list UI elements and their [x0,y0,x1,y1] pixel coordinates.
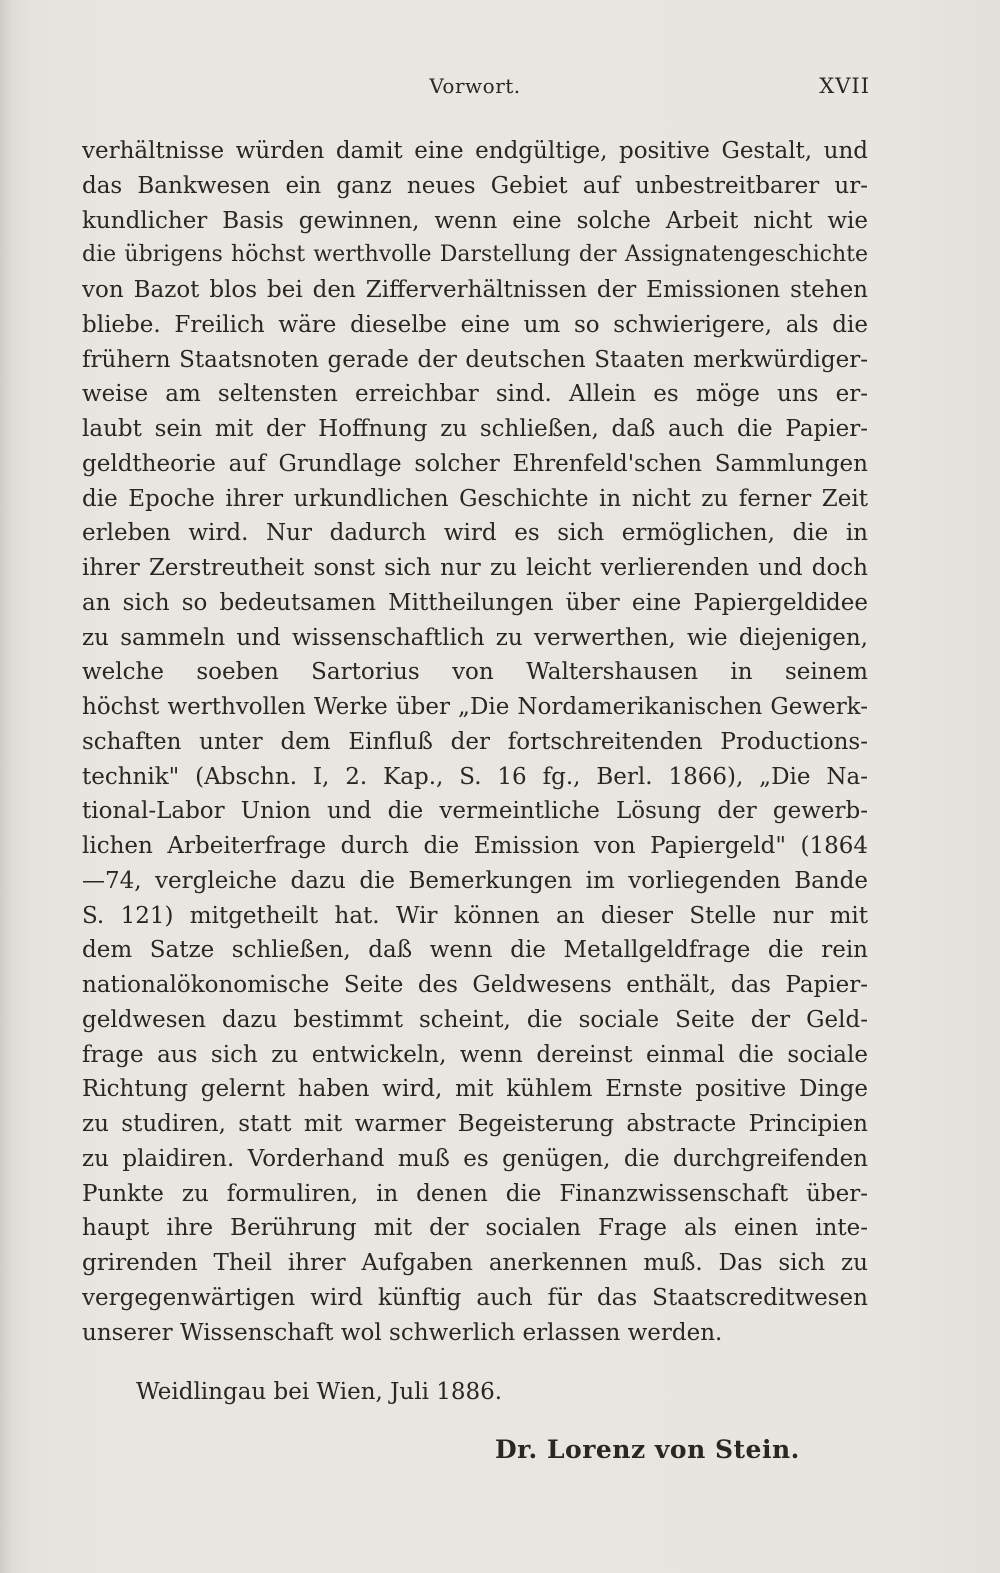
text-line: welche soeben Sartorius von Waltershausen in seinem [82,659,868,686]
text-line: —74, vergleiche dazu die Bemerkungen im vorliegenden Bande [82,867,868,894]
text-line: geldwesen dazu bestimmt scheint, die sociale Seite der Geld- [82,1006,868,1033]
text-line: an sich so bedeutsamen Mittheilungen über eine Papiergeldidee [82,589,868,616]
text-line: vergegenwärtigen wird künftig auch für das Staatscreditwesen [82,1284,868,1311]
text-line: haupt ihre Berührung mit der socialen Frage als einen inte- [82,1215,868,1242]
text-line: erleben wird. Nur dadurch wird es sich ermöglichen, die in [82,520,868,547]
page-edge-shadow [0,0,14,1573]
text-line: frage aus sich zu entwickeln, wenn dereinst einmal die sociale [82,1041,868,1068]
text-line: bliebe. Freilich wäre dieselbe eine um so schwierigere, als die [82,311,868,338]
text-line: höchst werthvollen Werke über „Die Nordamerikanischen Gewerk- [82,694,868,720]
text-line: geldtheorie auf Grundlage solcher Ehrenfeld'schen Sammlungen [82,450,868,477]
running-title: Vorwort. [429,74,521,98]
text-line: Richtung gelernt haben wird, mit kühlem Ernste positive Dinge [82,1076,868,1103]
text-line: frühern Staatsnoten gerade der deutschen Staaten merkwürdiger- [82,346,868,373]
text-line: Punkte zu formuliren, in denen die Finanzwissenschaft über- [82,1180,868,1207]
page-number: XVII [819,74,870,98]
text-line: laubt sein mit der Hoffnung zu schließen, daß auch die Papier- [82,416,868,442]
text-line: nationalökonomische Seite des Geldwesens enthält, das Papier- [82,972,868,998]
text-line: ihrer Zerstreutheit sonst sich nur zu leicht verlierenden und doch [82,555,868,581]
place-date: Weidlingau bei Wien, Juli 1886. [136,1379,503,1405]
body-text [82,134,868,1350]
text-line: lichen Arbeiterfrage durch die Emission von Papiergeld" (1864 [82,833,868,859]
text-line: das Bankwesen ein ganz neues Gebiet auf unbestreitbarer ur- [82,172,868,199]
text-line: grirenden Theil ihrer Aufgaben anerkennen muß. Das sich zu [82,1250,868,1276]
text-line: von Bazot blos bei den Zifferverhältnissen der Emissionen stehen [82,277,868,303]
text-line: technik" (Abschn. I, 2. Kap., S. 16 fg., Berl. 1866), „Die Na- [82,763,868,790]
text-line: kundlicher Basis gewinnen, wenn eine solche Arbeit nicht wie [82,207,868,234]
text-line: S. 121) mitgetheilt hat. Wir können an dieser Stelle nur mit [82,902,868,929]
text-line: dem Satze schließen, daß wenn die Metallgeldfrage die rein [82,937,868,964]
running-header [80,74,870,104]
text-line: weise am seltensten erreichbar sind. Allein es möge uns er- [82,381,868,408]
text-line: schaften unter dem Einfluß der fortschreitenden Productions- [82,728,868,755]
text-line: die übrigens höchst werthvolle Darstellung der Assignatengeschichte [82,242,868,268]
author-signature: Dr. Lorenz von Stein. [495,1435,800,1464]
text-line: tional-Labor Union und die vermeintliche Lösung der gewerb- [82,798,868,825]
text-line: verhältnisse würden damit eine endgültige, positive Gestalt, und [82,138,868,164]
text-line: zu studiren, statt mit warmer Begeisterung abstracte Principien [82,1111,868,1137]
text-line: zu sammeln und wissenschaftlich zu verwerthen, wie diejenigen, [82,624,868,651]
text-line: unserer Wissenschaft wol schwerlich erlassen werden. [82,1319,723,1346]
text-line: zu plaidiren. Vorderhand muß es genügen, die durchgreifenden [82,1145,868,1172]
text-line: die Epoche ihrer urkundlichen Geschichte in nicht zu ferner Zeit [82,485,868,512]
